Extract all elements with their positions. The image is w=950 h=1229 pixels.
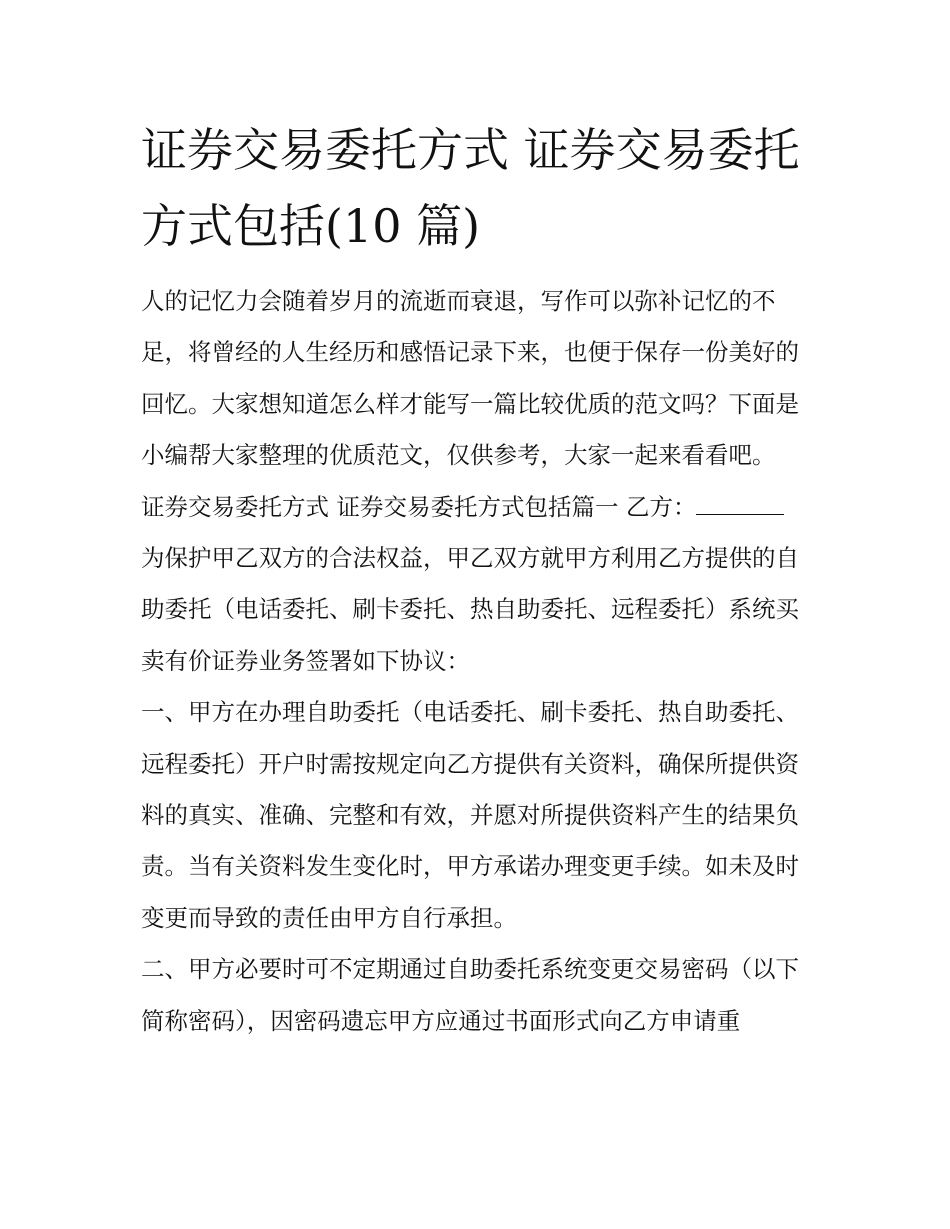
document-title: 证券交易委托方式 证券交易委托方式包括(10 篇) — [141, 123, 800, 253]
clause-one: 一、甲方在办理自助委托（电话委托、刷卡委托、热自助委托、远程委托）开户时需按规定向乙方提供有关资料，确保所提供资料的真实、准确、完整和有效，并愿对所提供资料产生的结果负责。当有关资料发生变化时，甲方承诺办理变更手续。如未及时变更而导致的责任由甲方自行承担。 — [141, 698, 799, 932]
section-heading-line — [141, 482, 811, 533]
section-heading-text: 证券交易委托方式 证券交易委托方式包括篇一 乙方： — [141, 492, 697, 521]
blank-underline — [696, 492, 784, 515]
agreement-preamble: 为保护甲乙双方的合法权益，甲乙双方就甲方利用乙方提供的自助委托（电话委托、刷卡委托、热自助委托、远程委托）系统买卖有价证券业务签署如下协议： — [141, 544, 799, 675]
document-body — [141, 276, 811, 1047]
document-page — [141, 112, 811, 1047]
intro-paragraph: 人的记忆力会随着岁月的流逝而衰退，写作可以弥补记忆的不足，将曾经的人生经历和感悟记录下来，也便于保存一份美好的回忆。大家想知道怎么样才能写一篇比较优质的范文吗？下面是小编帮大家整理的优质范文，仅供参考，大家一起来看看吧。 — [141, 287, 799, 470]
clause-two: 二、甲方必要时可不定期通过自助委托系统变更交易密码（以下简称密码），因密码遗忘甲方应通过书面形式向乙方申请重 — [141, 955, 799, 1035]
